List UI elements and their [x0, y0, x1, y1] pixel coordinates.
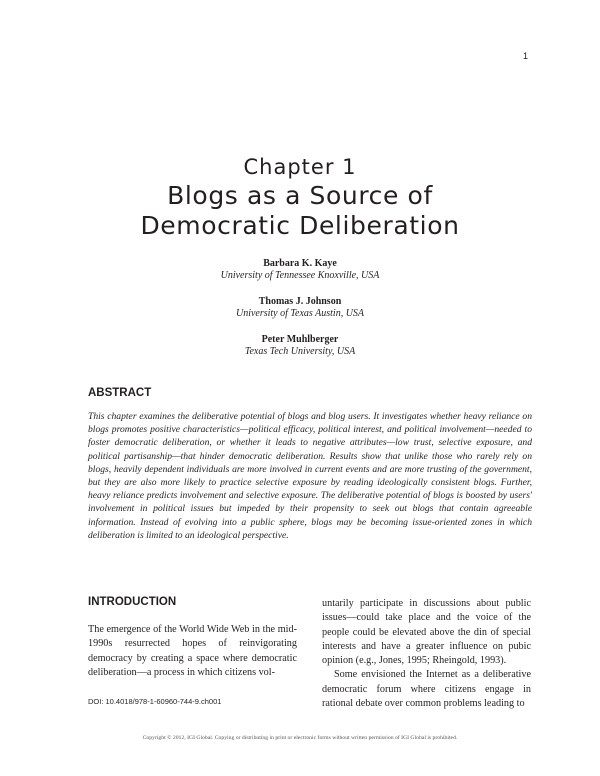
author-affiliation: Texas Tech University, USA — [244, 346, 356, 357]
abstract-heading: ABSTRACT — [88, 387, 152, 399]
chapter-title-line-2: Democratic Deliberation — [140, 211, 460, 240]
abstract-body: This chapter examines the deliberative potential of blogs and blog users. It investigates whether heavy reliance on blogs promotes positive characteristics—political efficacy, political interest, and political involvement—needed to foster democratic deliberation, or whether it leads to negative attributes—low trust, selective exposure, and political partisanship—that hinder democratic deliberation. Results show that unlike those who rarely rely on blogs, heavily dependent individuals are more involved in current events and are more trusting of the government, but they are also more likely to practice selective exposure by reading ideologically consistent blogs. Further, heavy reliance predicts involvement and selective exposure. The deliberative potential of blogs is boosted by users' involvement in political issues but impeded by their propensity to seek out blogs that contain agreeable information. Instead of evolving into a public sphere, blogs may be becoming issue-oriented zones in which deliberation is limited to an ideological perspective. — [88, 411, 532, 541]
introduction-paragraph: Some envisioned the Internet as a deliberative democratic forum where citizens engage in rational debate over common problems leading to — [322, 669, 531, 710]
page-number: 1 — [522, 51, 528, 61]
author-affiliation: University of Texas Austin, USA — [235, 308, 365, 319]
chapter-title — [0, 181, 600, 241]
author-name: Barbara K. Kaye — [263, 258, 337, 269]
introduction-paragraph: untarily participate in discussions about public issues—could take place and the voice of the people could be elevated above the din of special interests and have a greater influence on pubic opinion (e.g., Jones, 1995; Rheingold, 1993). — [322, 598, 531, 667]
chapter-title-line-1: Blogs as a Source of — [167, 181, 433, 210]
chapter-label: Chapter 1 — [243, 155, 357, 179]
author-block — [0, 257, 600, 282]
introduction-left-column: The emergence of the World Wide Web in the mid-1990s resurrected hopes of reinvigorating democracy by creating a space where democratic deliberation—a process in which citizens vol- — [88, 624, 297, 678]
author-name: Thomas J. Johnson — [258, 296, 342, 307]
author-affiliation: University of Tennessee Knoxville, USA — [220, 270, 380, 281]
author-name: Peter Muhlberger — [261, 334, 339, 345]
doi: DOI: 10.4018/978-1-60960-744-9.ch001 — [88, 697, 222, 706]
author-block — [0, 333, 600, 358]
copyright-notice: Copyright © 2012, IGI Global. Copying or distributing in print or electronic forms without written permission of IGI Global is prohibited. — [142, 735, 458, 741]
introduction-right-column — [322, 597, 531, 711]
author-block — [0, 295, 600, 320]
author-list — [0, 257, 600, 371]
introduction-heading: INTRODUCTION — [88, 596, 177, 608]
